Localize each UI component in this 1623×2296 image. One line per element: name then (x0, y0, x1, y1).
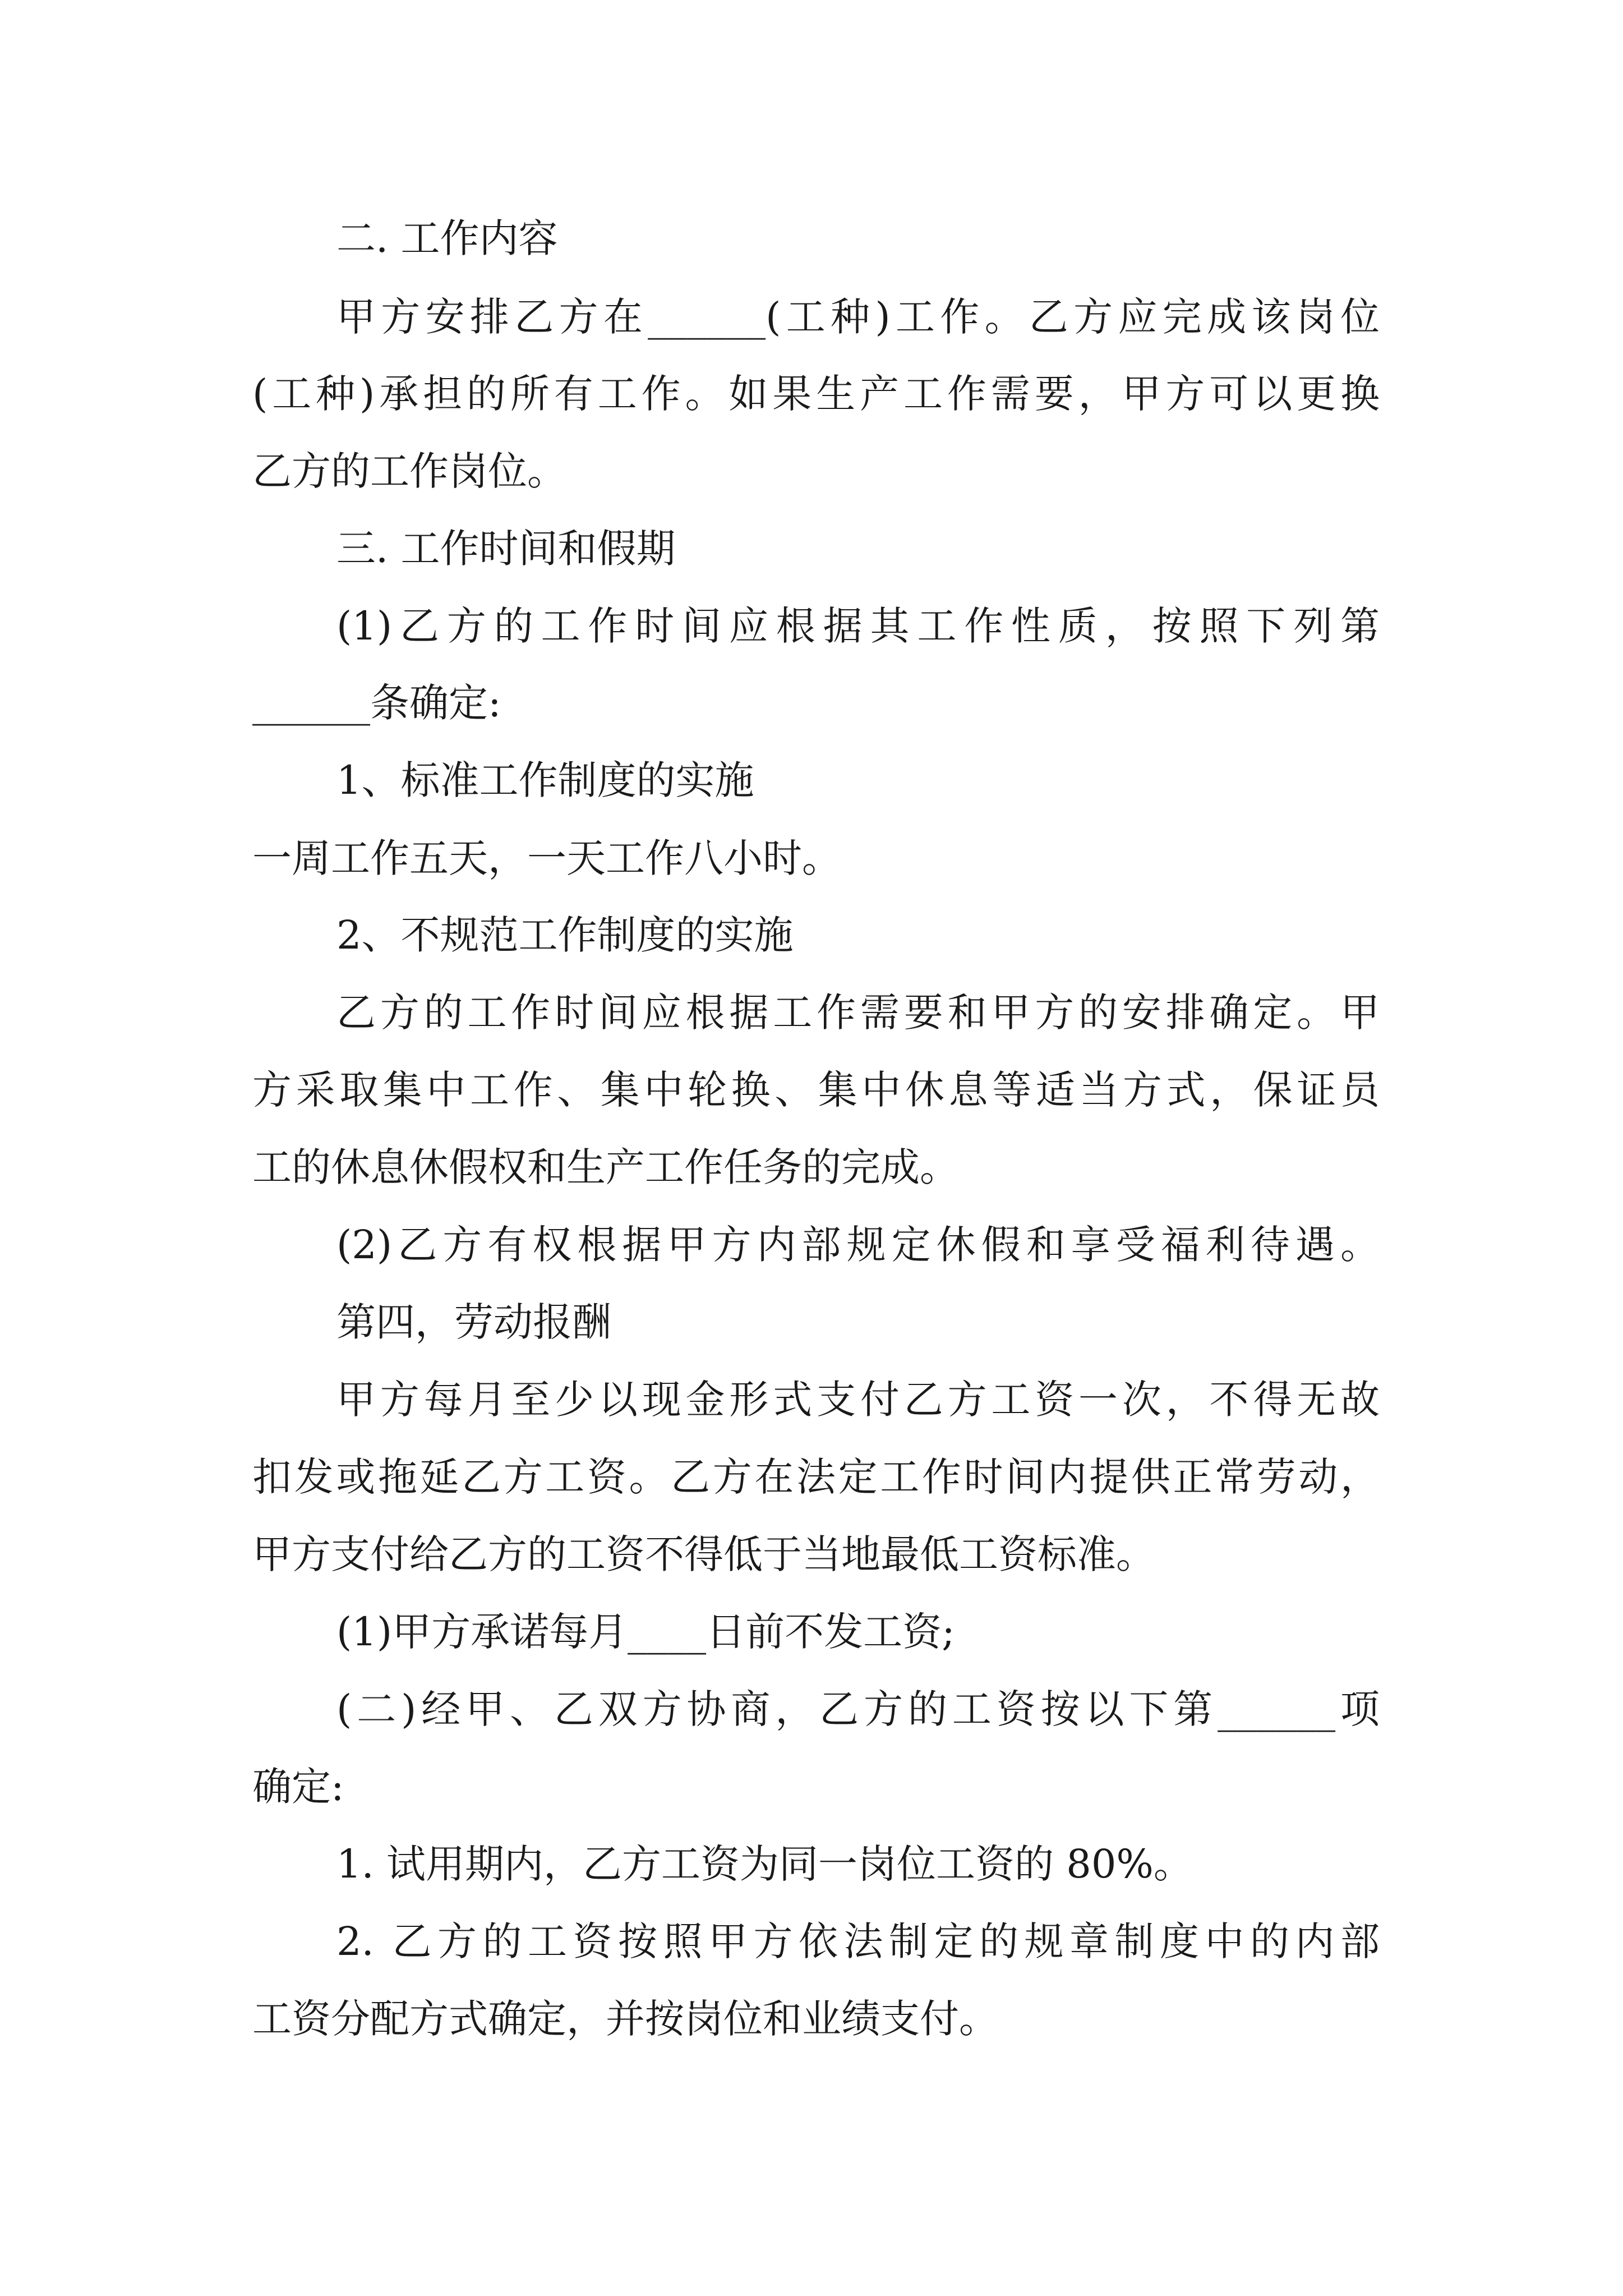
paragraph-line: 工资分配方式确定，并按岗位和业绩支付。 (252, 1996, 998, 2042)
paragraph-line: (二)经甲、乙双方协商，乙方的工资按以下第______项 (336, 1686, 1380, 1732)
paragraph-line: 一周工作五天，一天工作八小时。 (252, 835, 841, 881)
paragraph-line: (2)乙方有权根据甲方内部规定休假和享受福利待遇。 (336, 1222, 1380, 1268)
section-heading-work-content: 二. 工作内容 (336, 215, 558, 261)
paragraph-line: 甲方安排乙方在______(工种)工作。乙方应完成该岗位 (336, 294, 1380, 340)
paragraph-line: 确定: (252, 1764, 344, 1810)
paragraph-line: 乙方的工作时间应根据工作需要和甲方的安排确定。甲 (336, 990, 1380, 1036)
paragraph-line: (工种)承担的所有工作。如果生产工作需要，甲方可以更换 (252, 371, 1380, 417)
paragraph-line: (1)甲方承诺每月____日前不发工资; (336, 1609, 955, 1655)
list-item-wage-system: 2. 乙方的工资按照甲方依法制定的规章制度中的内部 (336, 1918, 1380, 1964)
paragraph-line: 乙方的工作岗位。 (252, 448, 566, 494)
paragraph-line: 甲方支付给乙方的工资不得低于当地最低工资标准。 (252, 1531, 1155, 1577)
paragraph-line: (1)乙方的工作时间应根据其工作性质，按照下列第 (336, 603, 1380, 649)
paragraph-line: 工的休息休假权和生产工作任务的完成。 (252, 1144, 959, 1190)
sub-heading-standard-system: 1、标准工作制度的实施 (336, 757, 754, 803)
section-heading-remuneration: 第四，劳动报酬 (336, 1299, 611, 1345)
paragraph-line: ______条确定: (252, 680, 501, 726)
paragraph-line: 扣发或拖延乙方工资。乙方在法定工作时间内提供正常劳动， (252, 1454, 1380, 1500)
paragraph-line: 方采取集中工作、集中轮换、集中休息等适当方式，保证员 (252, 1067, 1380, 1113)
section-heading-work-time: 三. 工作时间和假期 (336, 526, 676, 572)
list-item-probation: 1. 试用期内，乙方工资为同一岗位工资的 80%。 (336, 1841, 1193, 1887)
sub-heading-nonstandard-system: 2、不规范工作制度的实施 (336, 912, 794, 958)
paragraph-line: 甲方每月至少以现金形式支付乙方工资一次，不得无故 (336, 1377, 1380, 1423)
